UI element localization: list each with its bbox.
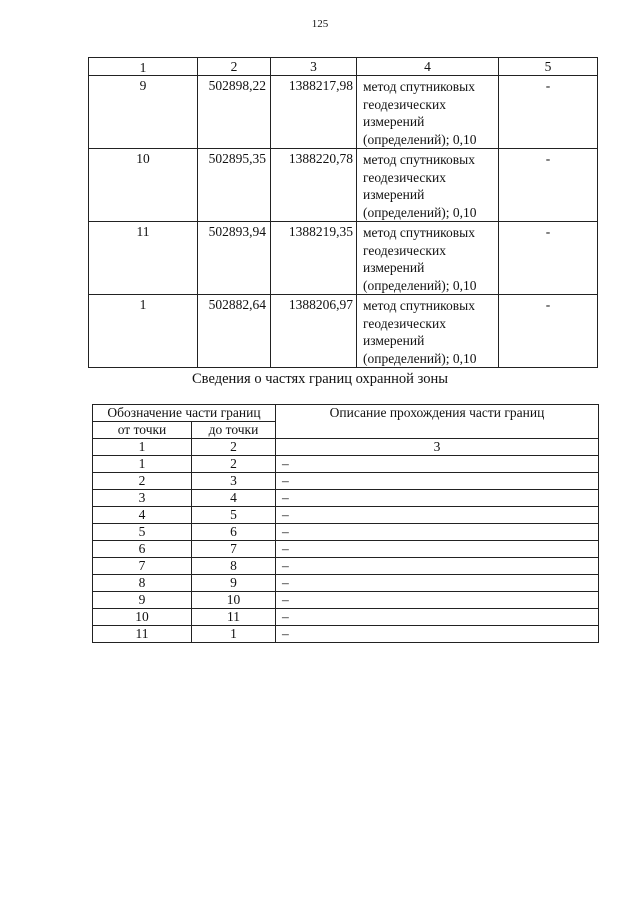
measurement-method bbox=[357, 295, 499, 368]
method-line: метод спутниковых bbox=[363, 79, 475, 94]
method-line: (определений); 0,10 bbox=[363, 350, 477, 366]
to-point: 3 bbox=[192, 473, 276, 490]
from-point: 1 bbox=[93, 456, 192, 473]
coordinate-y: 1388219,35 bbox=[271, 222, 357, 295]
description: – bbox=[276, 575, 599, 592]
from-point: 4 bbox=[93, 507, 192, 524]
parts-row bbox=[93, 626, 599, 643]
measurement-method bbox=[357, 76, 499, 149]
description: – bbox=[276, 592, 599, 609]
coordinates-header-cell: 4 bbox=[357, 58, 499, 76]
to-point: 11 bbox=[192, 609, 276, 626]
page-number: 125 bbox=[311, 18, 329, 30]
header-boundary-designation: Обозначение части границ bbox=[93, 405, 276, 422]
point-number: 11 bbox=[89, 222, 198, 295]
column-number: 3 bbox=[276, 439, 599, 456]
description: – bbox=[276, 490, 599, 507]
parts-row bbox=[93, 490, 599, 507]
description: – bbox=[276, 558, 599, 575]
from-point: 10 bbox=[93, 609, 192, 626]
point-number: 1 bbox=[89, 295, 198, 368]
coordinate-x: 502898,22 bbox=[198, 76, 271, 149]
coordinates-row bbox=[89, 295, 598, 368]
to-point: 2 bbox=[192, 456, 276, 473]
to-point: 10 bbox=[192, 592, 276, 609]
from-point: 3 bbox=[93, 490, 192, 507]
coordinate-x: 502893,94 bbox=[198, 222, 271, 295]
to-point: 9 bbox=[192, 575, 276, 592]
coordinates-header-cell: 1 bbox=[89, 58, 198, 76]
point-number: 10 bbox=[89, 149, 198, 222]
parts-column-number-row bbox=[93, 439, 599, 456]
method-line: метод спутниковых bbox=[363, 225, 475, 240]
coordinates-header-row bbox=[89, 58, 598, 76]
method-line: (определений); 0,10 bbox=[363, 204, 477, 220]
column-number: 2 bbox=[192, 439, 276, 456]
column-5-value: - bbox=[499, 222, 598, 295]
parts-row bbox=[93, 524, 599, 541]
from-point: 6 bbox=[93, 541, 192, 558]
method-line: (определений); 0,10 bbox=[363, 131, 477, 147]
to-point: 8 bbox=[192, 558, 276, 575]
description: – bbox=[276, 473, 599, 490]
description: – bbox=[276, 524, 599, 541]
coordinates-header-cell: 2 bbox=[198, 58, 271, 76]
coordinates-row bbox=[89, 222, 598, 295]
parts-row bbox=[93, 575, 599, 592]
from-point: 11 bbox=[93, 626, 192, 643]
to-point: 6 bbox=[192, 524, 276, 541]
from-point: 2 bbox=[93, 473, 192, 490]
method-line: геодезических bbox=[363, 169, 446, 185]
parts-row bbox=[93, 592, 599, 609]
parts-header-row bbox=[93, 405, 599, 422]
boundary-parts-table bbox=[92, 404, 599, 643]
coordinates-row bbox=[89, 149, 598, 222]
description: – bbox=[276, 609, 599, 626]
coordinates-table bbox=[88, 57, 598, 368]
coordinates-row bbox=[89, 76, 598, 149]
point-number: 9 bbox=[89, 76, 198, 149]
header-to-point: до точки bbox=[192, 422, 276, 439]
to-point: 7 bbox=[192, 541, 276, 558]
description: – bbox=[276, 541, 599, 558]
coordinates-header-cell: 5 bbox=[499, 58, 598, 76]
to-point: 4 bbox=[192, 490, 276, 507]
parts-row bbox=[93, 456, 599, 473]
method-line: геодезических bbox=[363, 242, 446, 258]
column-5-value: - bbox=[499, 149, 598, 222]
method-line: измерений bbox=[363, 333, 425, 348]
from-point: 9 bbox=[93, 592, 192, 609]
description: – bbox=[276, 507, 599, 524]
coordinate-y: 1388206,97 bbox=[271, 295, 357, 368]
measurement-method bbox=[357, 149, 499, 222]
method-line: метод спутниковых bbox=[363, 298, 475, 313]
description: – bbox=[276, 456, 599, 473]
coordinate-x: 502895,35 bbox=[198, 149, 271, 222]
column-5-value: - bbox=[499, 295, 598, 368]
method-line: геодезических bbox=[363, 96, 446, 112]
method-line: метод спутниковых bbox=[363, 152, 475, 167]
method-line: измерений bbox=[363, 187, 425, 202]
parts-row bbox=[93, 609, 599, 626]
measurement-method bbox=[357, 222, 499, 295]
method-line: измерений bbox=[363, 260, 425, 275]
parts-row bbox=[93, 473, 599, 490]
coordinate-y: 1388217,98 bbox=[271, 76, 357, 149]
parts-row bbox=[93, 558, 599, 575]
method-line: (определений); 0,10 bbox=[363, 277, 477, 293]
method-line: измерений bbox=[363, 114, 425, 129]
to-point: 5 bbox=[192, 507, 276, 524]
from-point: 8 bbox=[93, 575, 192, 592]
section-title: Сведения о частях границ охранной зоны bbox=[192, 371, 448, 387]
parts-row bbox=[93, 541, 599, 558]
coordinates-header-cell: 3 bbox=[271, 58, 357, 76]
from-point: 5 bbox=[93, 524, 192, 541]
parts-row bbox=[93, 507, 599, 524]
coordinate-x: 502882,64 bbox=[198, 295, 271, 368]
header-boundary-description: Описание прохождения части границ bbox=[276, 405, 599, 439]
method-line: геодезических bbox=[363, 315, 446, 331]
from-point: 7 bbox=[93, 558, 192, 575]
header-from-point: от точки bbox=[93, 422, 192, 439]
coordinate-y: 1388220,78 bbox=[271, 149, 357, 222]
description: – bbox=[276, 626, 599, 643]
to-point: 1 bbox=[192, 626, 276, 643]
column-5-value: - bbox=[499, 76, 598, 149]
column-number: 1 bbox=[93, 439, 192, 456]
